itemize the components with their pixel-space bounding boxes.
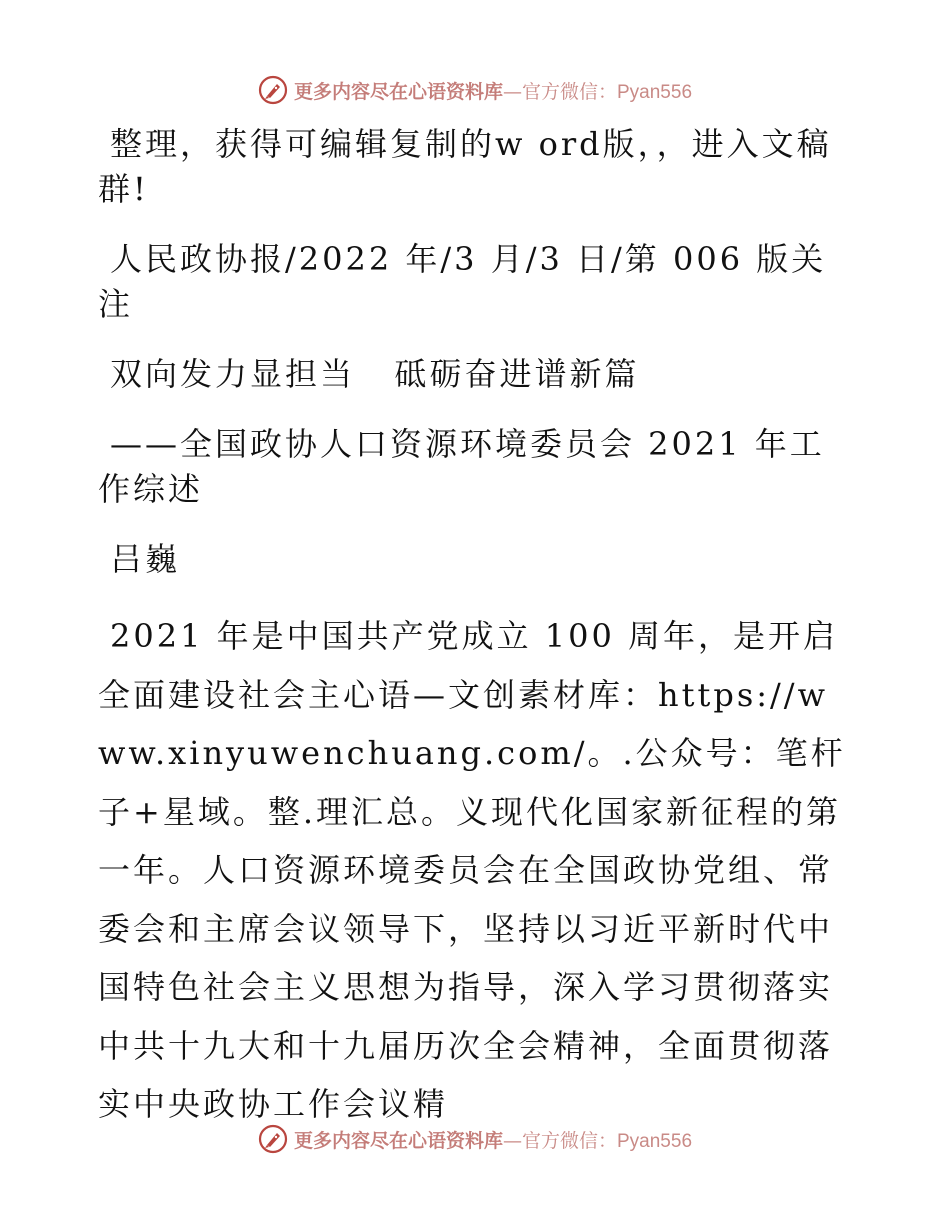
watermark-brand: 更多内容尽在心语资料库: [293, 1129, 503, 1152]
footer-watermark: [0, 1119, 950, 1159]
pen-nib-logo-icon: [258, 1124, 288, 1154]
watermark-text: [294, 77, 692, 104]
watermark-label: —官方微信：: [502, 1129, 617, 1152]
watermark-handle: Pyan556: [617, 1130, 693, 1152]
header-watermark: [0, 70, 950, 110]
source-line: 人民政协报/2022 年/3 月/3 日/第 006 版关注: [98, 240, 827, 323]
intro-text: 整理，获得可编辑复制的w ord版，，进入文稿群!: [98, 125, 832, 208]
article-subtitle: ——全国政协人口资源环境委员会 2021 年工作综述: [98, 425, 825, 508]
article-paragraph: 2021 年是中国共产党成立 100 周年，是开启全面建设社会主心语—文创素材库：https://www.xinyuwenchuang.com/。.公众号：笔杆子+星域。整.理汇总。义现代化国家新征程的第一年。人口资源环境委员会在全国政协党组、常委会和主席会议领导下，坚持以习近平新时代中国特色社会主义思想为指导，深入学习贯彻落实中共十九大和十九届历次全会精神，全面贯彻落实中央政协工作会议精: [98, 617, 846, 1123]
watermark-label: —官方微信：: [502, 80, 617, 103]
document-body: [98, 122, 850, 1159]
watermark-handle: Pyan556: [617, 81, 693, 103]
pen-nib-logo-icon: [258, 75, 288, 105]
watermark-brand: 更多内容尽在心语资料库: [293, 80, 503, 103]
watermark-text: [294, 1126, 692, 1153]
article-author: 吕巍: [110, 540, 181, 578]
article-headline: 双向发力显担当 砥砺奋进谱新篇: [110, 355, 640, 393]
